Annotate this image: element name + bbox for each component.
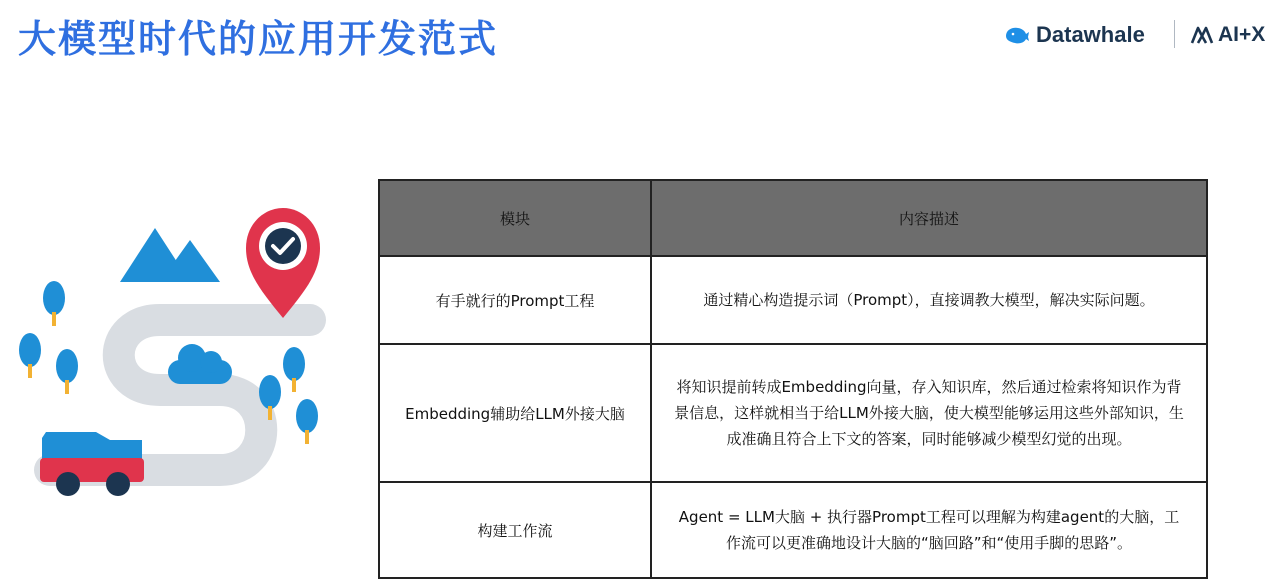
cloud-icon: [168, 344, 232, 384]
aix-logo: [1190, 20, 1265, 50]
brand-divider: [1174, 20, 1175, 48]
datawhale-label: Datawhale: [1036, 22, 1145, 47]
table-header-row: [379, 180, 1207, 256]
aix-mark-icon: [1190, 25, 1214, 45]
table-row: [379, 256, 1207, 344]
description-cell: 通过精心构造提示词（Prompt），直接调教大模型，解决实际问题。: [651, 256, 1207, 344]
mountain-icon: [120, 228, 220, 282]
header-description: 内容描述: [651, 180, 1207, 256]
header-module: 模块: [379, 180, 651, 256]
module-cell: Embedding辅助给LLM外接大脑: [379, 344, 651, 482]
page-title: 大模型时代的应用开发范式: [18, 17, 499, 61]
module-cell: 构建工作流: [379, 482, 651, 578]
car-icon: [40, 432, 144, 496]
whale-icon: [1004, 24, 1030, 46]
aix-label: AI+X: [1218, 23, 1266, 46]
module-cell: 有手就行的Prompt工程: [379, 256, 651, 344]
road-trip-illustration: [10, 200, 340, 510]
table-row: [379, 482, 1207, 578]
datawhale-logo: [1004, 20, 1145, 50]
modules-table: [378, 179, 1208, 579]
map-pin-icon: [246, 208, 320, 318]
description-cell: 将知识提前转成Embedding向量，存入知识库，然后通过检索将知识作为背景信息，这样就相当于给LLM外接大脑，使大模型能够运用这些外部知识，生成准确且符合上下文的答案，同时能够减少模型幻觉的出现。: [651, 344, 1207, 482]
description-cell: Agent = LLM大脑 + 执行器Prompt工程可以理解为构建agent的大脑，工作流可以更准确地设计大脑的“脑回路”和“使用手脚的思路”。: [651, 482, 1207, 578]
table-row: [379, 344, 1207, 482]
